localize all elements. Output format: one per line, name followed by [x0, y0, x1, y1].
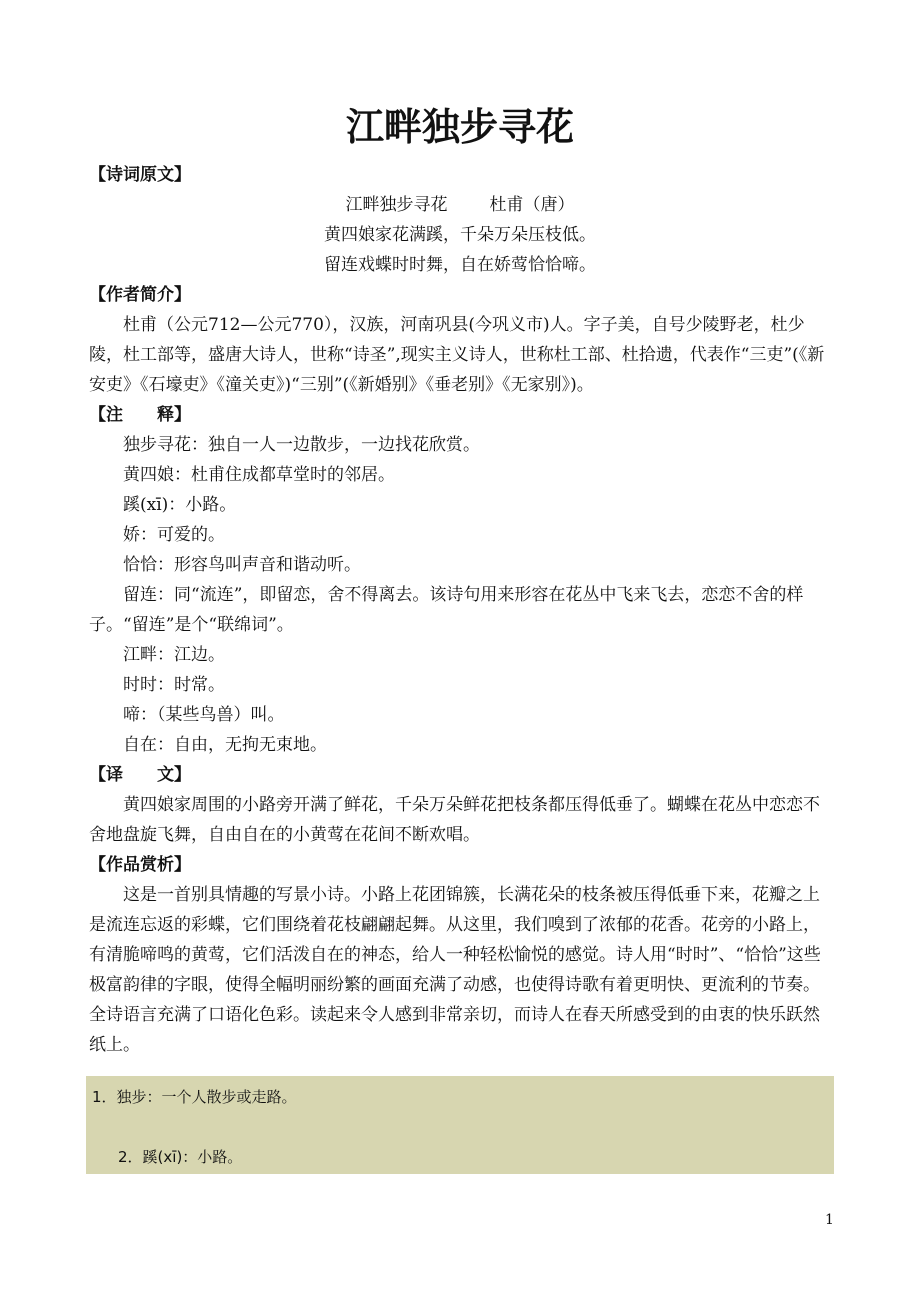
note-item: 娇：可爱的。: [123, 525, 225, 545]
section-heading-translation: 【译 文】: [89, 765, 191, 785]
note-item: 恰恰：形容鸟叫声音和谐动听。: [123, 555, 361, 575]
poem-title: 江畔独步寻花: [345, 195, 448, 215]
note-item: 留连：同“流连”，即留恋，舍不得离去。该诗句用来形容在花丛中飞来飞去，恋恋不舍的样子。“留连”是个“联绵词”。: [89, 585, 804, 635]
note-item: 黄四娘：杜甫住成都草堂时的邻居。: [123, 465, 395, 485]
poem-line: 留连戏蝶时时舞，自在娇莺恰恰啼。: [324, 255, 596, 275]
note-item: 自在：自由，无拘无束地。: [123, 735, 327, 755]
note-item: 独步寻花：独自一人一边散步，一边找花欣赏。: [123, 435, 480, 455]
author-text: 杜甫（公元712—公元770），汉族，河南巩县(今巩义市)人。字子美，自号少陵野老，杜少陵，杜工部等，盛唐大诗人，世称“诗圣”,现实主义诗人，世称杜工部、杜拾遗，代表作“三吏”(《新安吏》《石壕吏》《潼关吏》)“三别”(《新婚别》《垂老别》《无家别》)。: [89, 315, 825, 395]
translation-text: 黄四娘家周围的小路旁开满了鲜花，千朵万朵鲜花把枝条都压得低垂了。蝴蝶在花丛中恋恋不舍地盘旋飞舞，自由自在的小黄莺在花间不断欢唱。: [89, 795, 820, 845]
footnote-box: [86, 1076, 834, 1174]
document-body: [89, 160, 831, 1060]
note-item: 时时：时常。: [123, 675, 225, 695]
appreciation-text: 这是一首别具情趣的写景小诗。小路上花团锦簇，长满花朵的枝条被压得低垂下来，花瓣之上是流连忘返的彩蝶，它们围绕着花枝翩翩起舞。从这里，我们嗅到了浓郁的花香。花旁的小路上，有清脆啼鸣的黄莺，它们活泼自在的神态，给人一种轻松愉悦的感觉。诗人用“时时”、“恰恰”这些极富韵律的字眼，使得全幅明丽纷繁的画面充满了动感，也使得诗歌有着更明快、更流利的节奏。全诗语言充满了口语化色彩。读起来令人感到非常亲切，而诗人在春天所感受到的由衷的快乐跃然纸上。: [89, 885, 821, 1055]
footnote-item: 2．蹊(xī)：小路。: [118, 1148, 243, 1166]
section-heading-notes: 【注 释】: [89, 405, 191, 425]
page-number: 1: [825, 1212, 834, 1228]
note-item: 啼：（某些鸟兽）叫。: [123, 705, 285, 725]
note-item: 蹊(xī)：小路。: [123, 495, 237, 515]
note-item: 江畔：江边。: [123, 645, 225, 665]
section-heading-original: 【诗词原文】: [89, 165, 191, 185]
section-heading-author: 【作者简介】: [89, 285, 191, 305]
poem-line: 黄四娘家花满蹊，千朵万朵压枝低。: [324, 225, 596, 245]
page-title: 江畔独步寻花: [345, 105, 574, 149]
footnote-item: 1．独步：一个人散步或走路。: [92, 1088, 297, 1106]
section-heading-appreciation: 【作品赏析】: [89, 855, 191, 875]
poem-header: [89, 190, 831, 220]
poem-author: 杜甫（唐）: [489, 195, 575, 215]
